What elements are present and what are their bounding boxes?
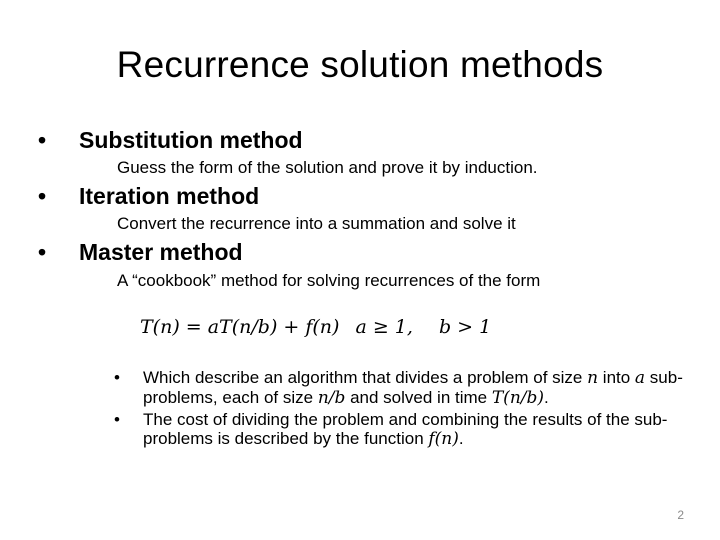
formula-condition-b: b > 1 (438, 316, 492, 338)
math-f-n: f(n) (428, 429, 459, 449)
detail-text (143, 410, 683, 449)
detail-text-part: into (598, 368, 635, 387)
detail-text-part: . (544, 388, 549, 407)
detail-text-part: sub-problems, each of size (143, 368, 683, 407)
detail-text-part: Which describe an algorithm that divides a problem of size (143, 368, 588, 387)
bullet-heading: Substitution method (79, 127, 303, 153)
formula-condition-a: a ≥ 1, (355, 316, 413, 338)
formula-recurrence: T(n) = aT(n/b) + f(n) (140, 316, 340, 338)
bullet-marker: • (38, 239, 47, 265)
math-n: n (587, 368, 599, 388)
detail-text-part: and solved in time (345, 388, 492, 407)
bullet-subtext: Convert the recurrence into a summation and solve it (117, 214, 516, 233)
bullet-marker: • (114, 368, 120, 387)
bullet-heading: Iteration method (79, 183, 260, 209)
detail-text-part: The cost of dividing the problem and combining the results of the sub-problems is described by the function (143, 410, 668, 448)
detail-text (143, 368, 683, 408)
math-n-over-b: n/b (317, 388, 346, 408)
recurrence-formula (140, 316, 491, 338)
detail-text-part: . (458, 429, 464, 448)
bullet-marker: • (38, 183, 47, 209)
bullet-subtext: Guess the form of the solution and prove it by induction. (117, 158, 538, 177)
bullet-subtext: A “cookbook” method for solving recurrences of the form (117, 271, 541, 290)
slide-title: Recurrence solution methods (116, 44, 604, 85)
page-number: 2 (677, 508, 684, 522)
bullet-heading: Master method (79, 239, 243, 265)
math-a: a (634, 368, 646, 388)
math-t-n-over-b: T(n/b) (491, 388, 545, 408)
bullet-marker: • (114, 410, 120, 429)
bullet-marker: • (38, 127, 47, 153)
